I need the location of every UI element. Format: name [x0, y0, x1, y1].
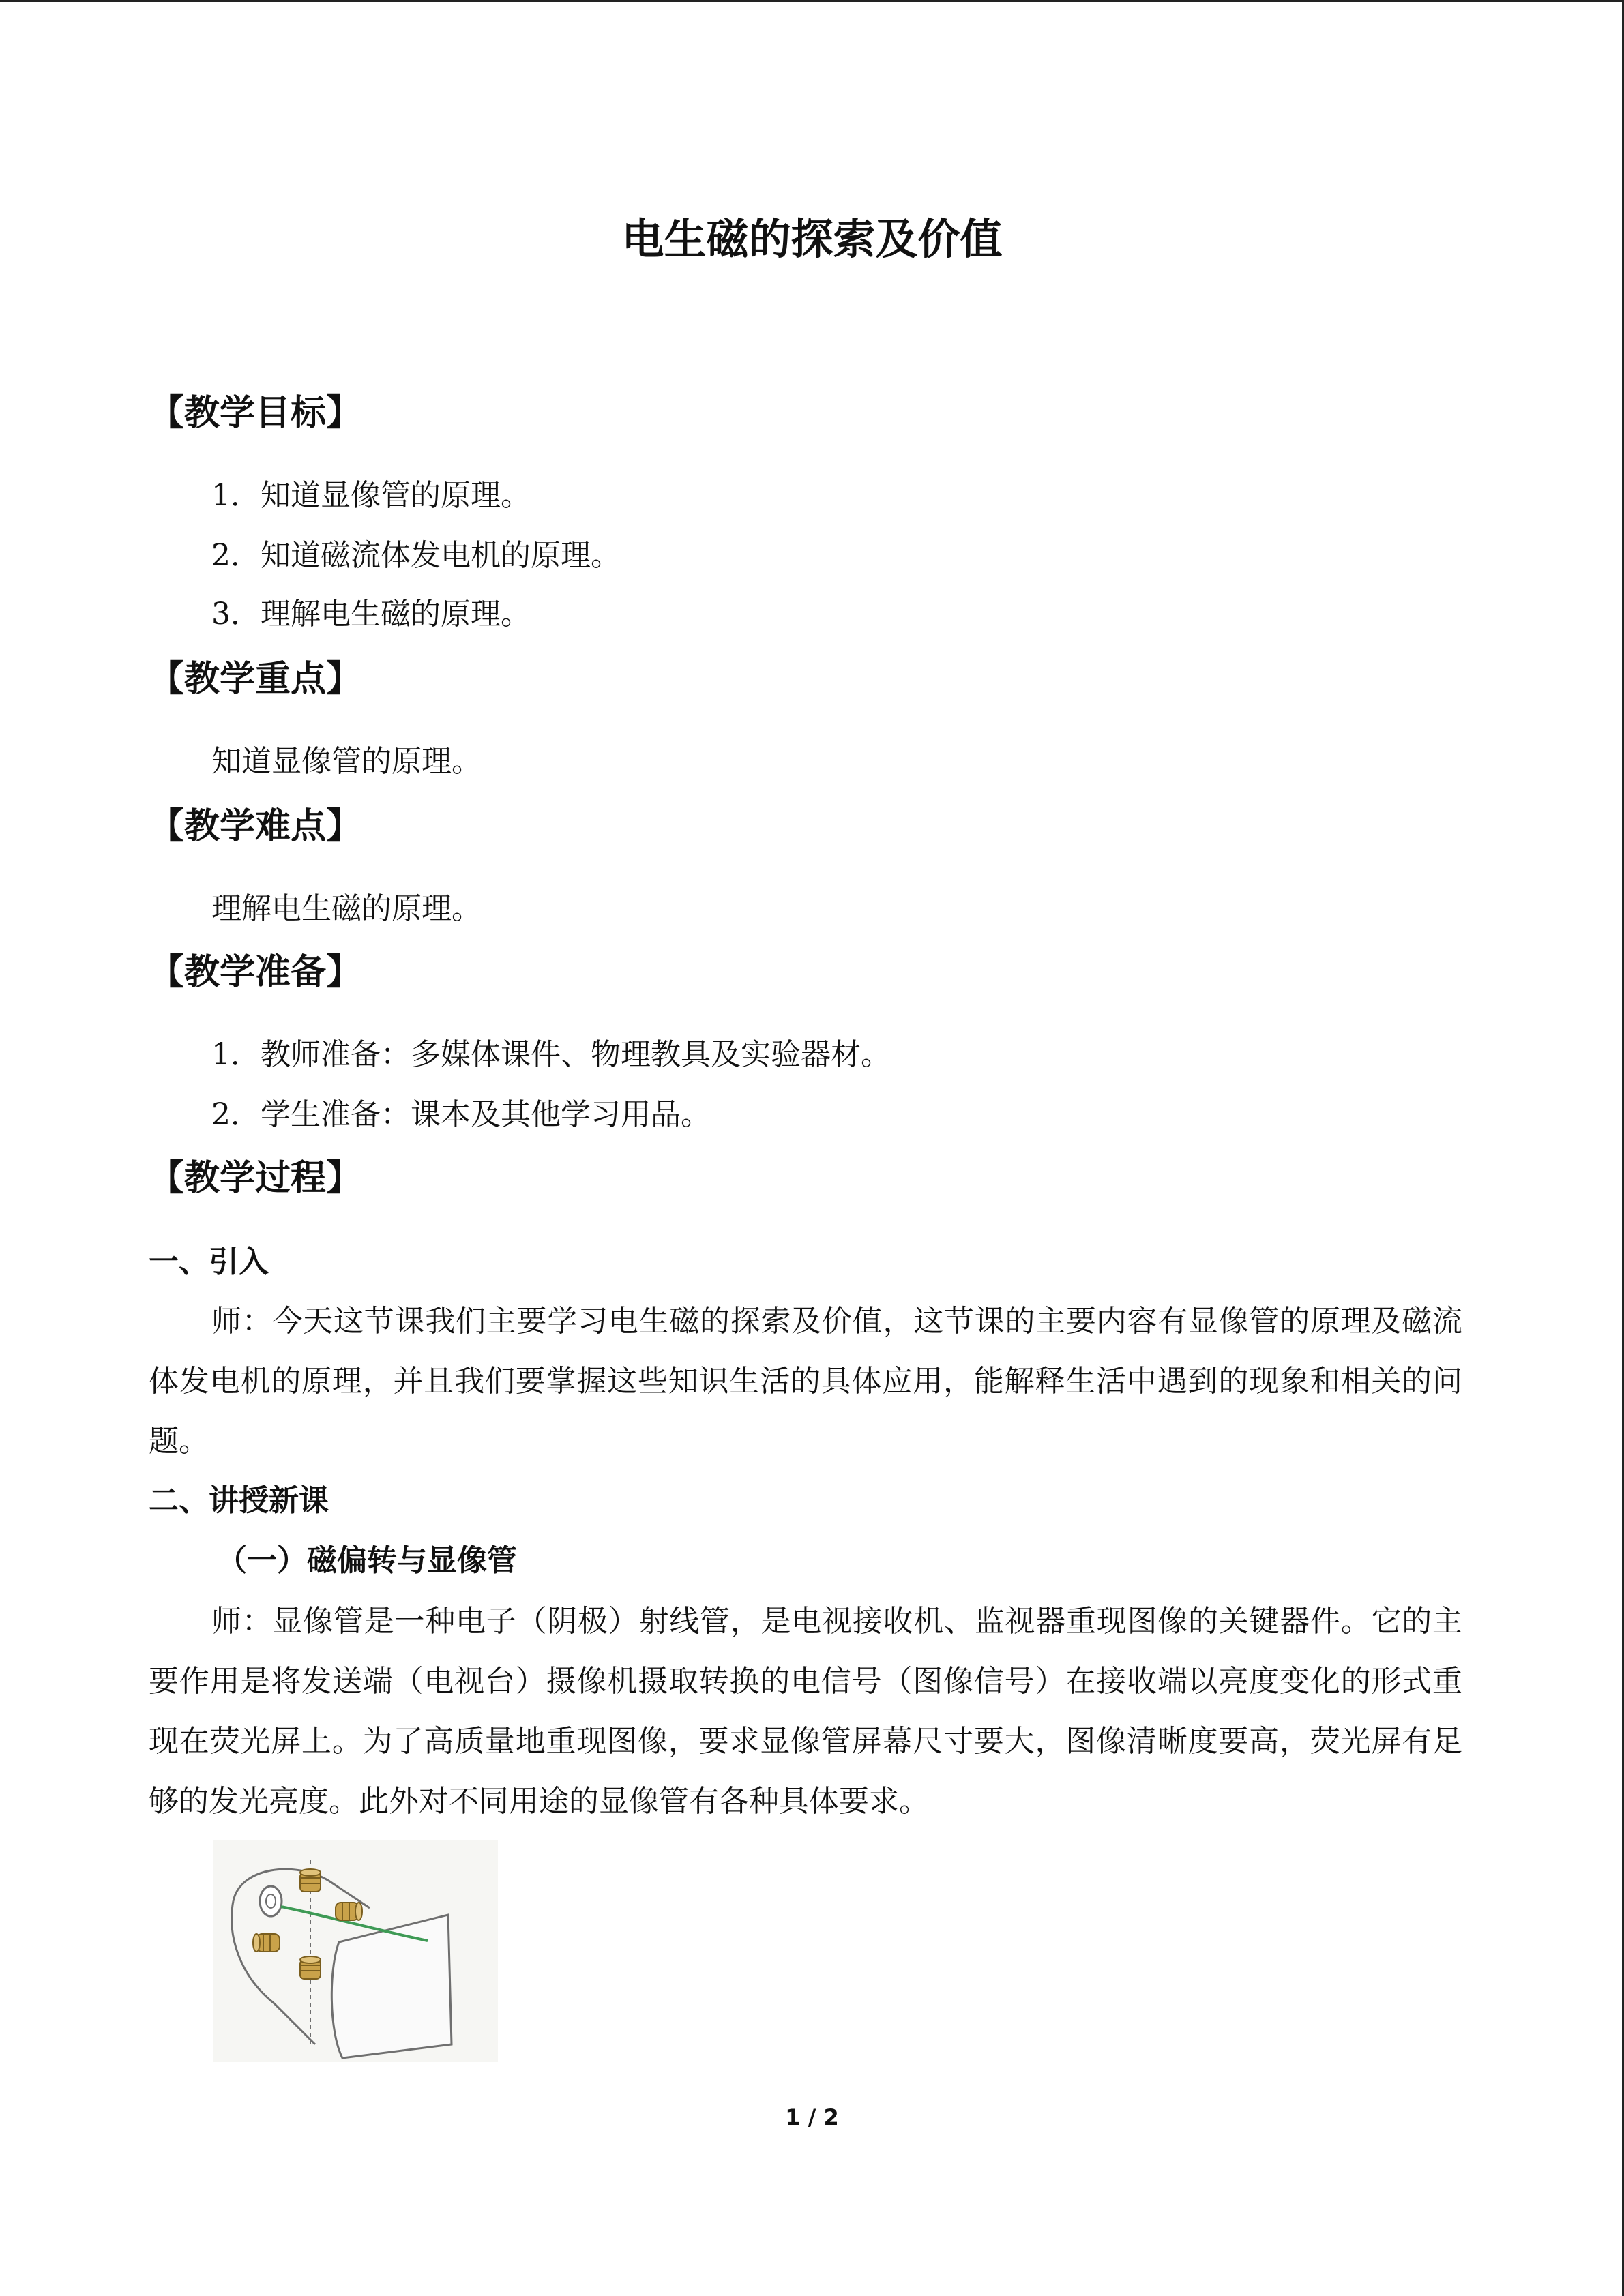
objective-item: 1．知道显像管的原理。 [211, 478, 531, 513]
coil-bottom [300, 1956, 321, 1979]
coil-right [336, 1903, 362, 1920]
process-heading: 【教学过程】 [149, 1158, 362, 1199]
new-lesson-heading: 二、讲授新课 [149, 1483, 329, 1518]
objective-item: 2．知道磁流体发电机的原理。 [211, 538, 621, 573]
preparation-heading: 【教学准备】 [149, 952, 362, 993]
coil-top [300, 1869, 321, 1892]
objective-item: 3．理解电生磁的原理。 [211, 597, 531, 631]
crt-diagram [213, 1840, 498, 2062]
key-points-text: 知道显像管的原理。 [211, 744, 482, 779]
difficulties-heading: 【教学难点】 [149, 806, 362, 847]
preparation-item: 2．学生准备：课本及其他学习用品。 [211, 1097, 711, 1132]
intro-heading: 一、引入 [149, 1244, 269, 1279]
coil-left [253, 1934, 280, 1952]
crt-paragraph: 师：显像管是一种电子（阴极）射线管，是电视接收机、监视器重现图像的关键器件。它的主要作用是将发送端（电视台）摄像机摄取转换的电信号（图像信号）在接收端以亮度变化的形式重现在荧光屏上。为了高质量地重现图像，要求显像管屏幕尺寸要大，图像清晰度要高，荧光屏有足够的发光亮度。此外对不同用途的显像管有各种具体要求。 [149, 1604, 1462, 1819]
crt-subsection-heading: （一）磁偏转与显像管 [217, 1543, 517, 1578]
objectives-heading: 【教学目标】 [149, 393, 362, 434]
page-number: 1 / 2 [785, 2104, 839, 2130]
intro-paragraph: 师：今天这节课我们主要学习电生磁的探索及价值，这节课的主要内容有显像管的原理及磁流体发电机的原理，并且我们要掌握这些知识生活的具体应用，能解释生活中遇到的现象和相关的问题。 [149, 1304, 1462, 1459]
preparation-item: 1．教师准备：多媒体课件、物理教具及实验器材。 [211, 1037, 891, 1072]
difficulties-text: 理解电生磁的原理。 [211, 891, 482, 926]
document-title: 电生磁的探索及价值 [621, 214, 1003, 264]
crt-deflection-figure [213, 1840, 498, 2062]
key-points-heading: 【教学重点】 [149, 659, 362, 700]
